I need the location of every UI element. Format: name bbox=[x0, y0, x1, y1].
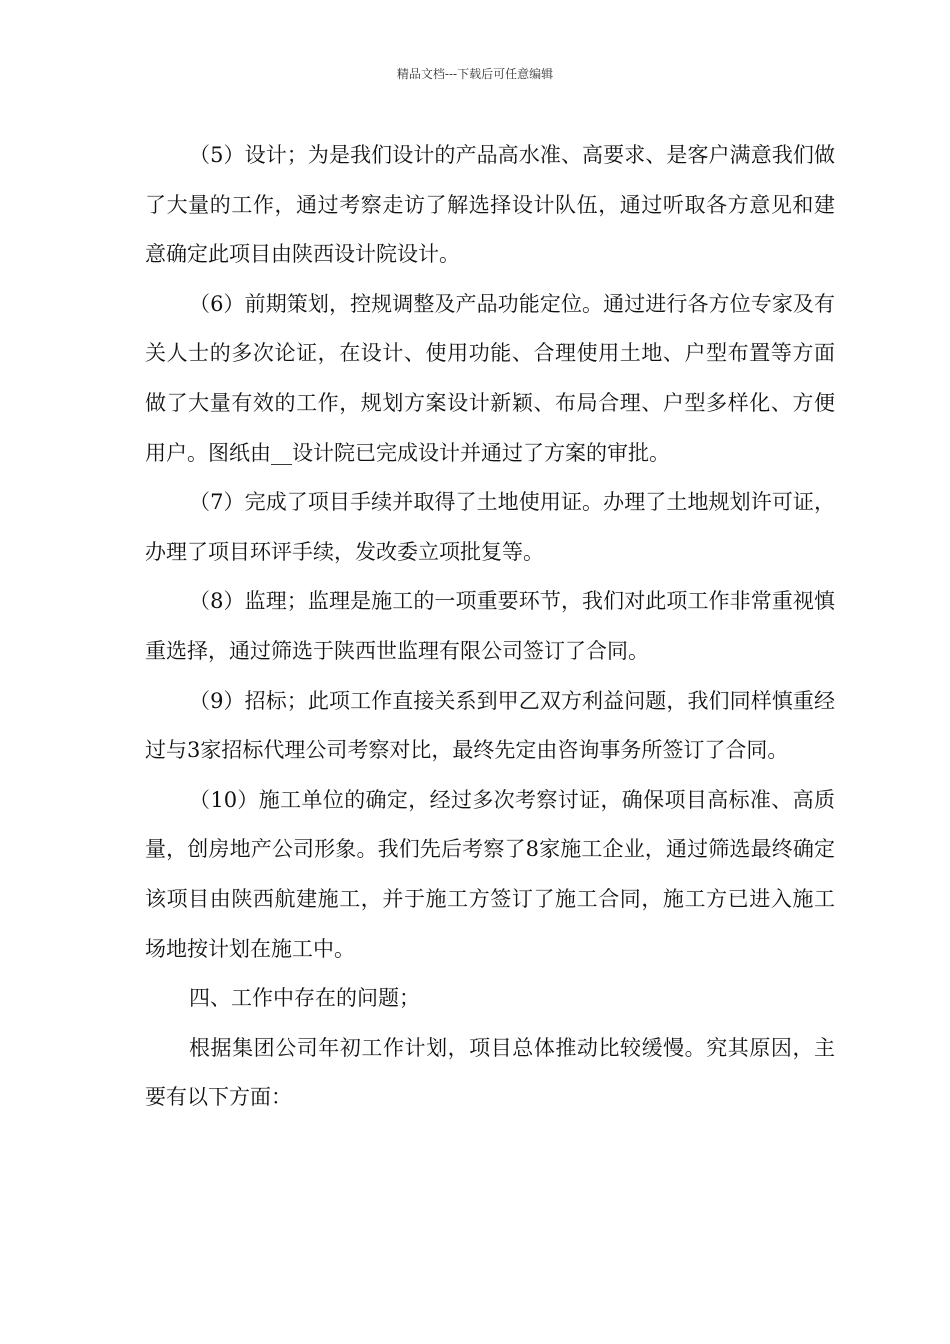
paragraph-supervision: （8）监理；监理是施工的一项重要环节，我们对此项工作非常重视慎重选择，通过筛选于陕西世监理有限公司签订了合同。 bbox=[145, 589, 835, 663]
section-heading-problems: 四、工作中存在的问题； bbox=[189, 986, 420, 1011]
paragraph-planning: （6）前期策划，控规调整及产品功能定位。通过进行各方位专家及有关人士的多次论证，在设计、使用功能、合理使用土地、户型布置等方面做了大量有效的工作，规划方案设计新颖、布局合理、户型多样化、方便用户。图纸由__设计院已完成设计并通过了方案的审批。 bbox=[145, 291, 835, 465]
paragraph-contractor: （10）施工单位的确定，经过多次考察讨证，确保项目高标准、高质量，创房地产公司形象。我们先后考察了8家施工企业，通过筛选最终确定该项目由陕西航建施工，并于施工方签订了施工合同，施工方已进入施工场地按计划在施工中。 bbox=[145, 787, 835, 961]
paragraph-permits: （7）完成了项目手续并取得了土地使用证。办理了土地规划许可证，办理了项目环评手续，发改委立项批复等。 bbox=[145, 490, 835, 564]
document-body bbox=[145, 131, 835, 1123]
paragraph-causes: 根据集团公司年初工作计划，项目总体推动比较缓慢。究其原因，主要有以下方面： bbox=[145, 1035, 835, 1110]
page-header: 精品文档---下载后可任意编辑 bbox=[396, 67, 554, 81]
paragraph-bidding: （9）招标；此项工作直接关系到甲乙双方利益问题，我们同样慎重经过与3家招标代理公司考察对比，最终先定由咨询事务所签订了合同。 bbox=[145, 688, 835, 763]
paragraph-design: （5）设计；为是我们设计的产品高水准、高要求、是客户满意我们做了大量的工作，通过考察走访了解选择设计队伍，通过听取各方意见和建意确定此项目由陕西设计院设计。 bbox=[145, 143, 835, 267]
